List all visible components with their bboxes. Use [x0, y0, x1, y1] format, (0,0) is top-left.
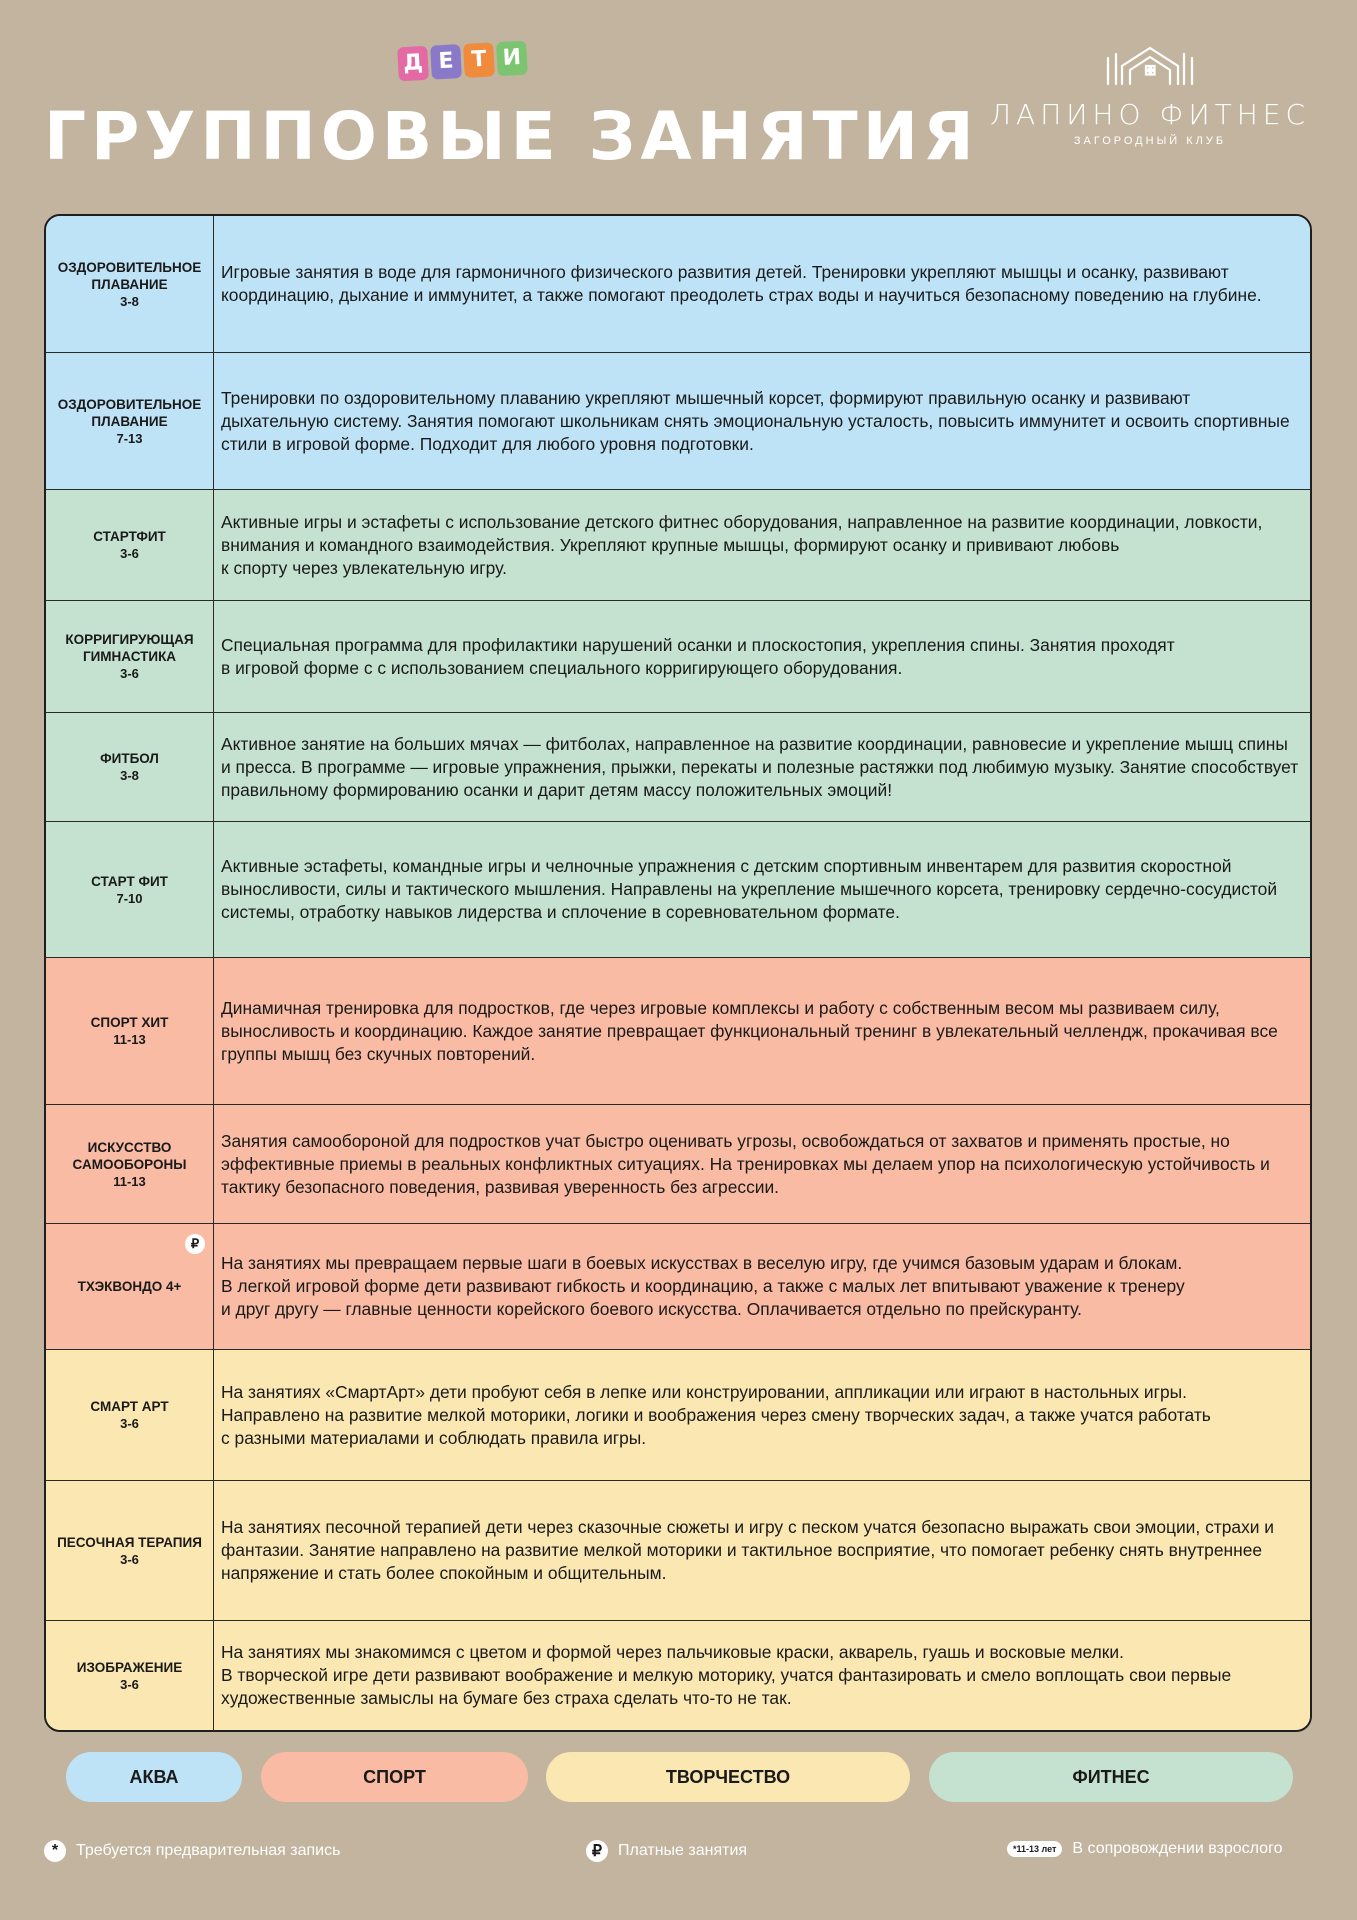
class-description: На занятиях песочной терапией дети через сказочные сюжеты и игру с песком учатся безопасно выражать свои эмоции, страхи и фантазии. Занятие направлено на развитие мелкой моторики и тактильное восприятие, что помогает ребенку снять внутреннее напряжение и стать более спокойным и общительным. [221, 1517, 1275, 1583]
brand-name: ЛАПИНО ФИТНЕС [989, 98, 1311, 131]
kids-letter: И [496, 41, 528, 77]
class-age: 3-6 [120, 1676, 139, 1692]
class-age: 3-6 [120, 1416, 139, 1431]
table-row [46, 490, 1310, 601]
legend-sport: СПОРТ [261, 1752, 528, 1802]
class-age: 3-6 [120, 546, 139, 561]
footnote-booking-text: Требуется предварительная запись [76, 1842, 341, 1859]
class-description: На занятиях «СмартАрт» дети пробуют себя в лепке или конструировании, аппликации или играют в настольных игры. Направлено на развитие мелкой моторики, логики и воображения через смену творческих задач, а также учатся работать с разными материалами и соблюдать правила игры. [221, 1381, 1211, 1448]
class-name: ПЕСОЧНАЯ ТЕРАПИЯ [57, 1534, 202, 1550]
age-badge: *11-13 лет [1007, 1841, 1062, 1857]
header [0, 0, 1357, 200]
class-age: 11-13 [113, 1032, 146, 1047]
paid-ruble-icon: ₽ [185, 1234, 205, 1254]
table-row [46, 353, 1310, 490]
class-age: 3-8 [120, 768, 139, 783]
class-name: СТАРТ ФИТ [91, 873, 168, 889]
footnote-booking [44, 1840, 340, 1862]
table-row [46, 1621, 1310, 1730]
table-row [46, 1350, 1310, 1481]
legend-creative: ТВОРЧЕСТВО [546, 1752, 910, 1802]
class-description: На занятиях мы превращаем первые шаги в боевых искусствах в веселую игру, где учимся базовым ударам и блокам. В легкой игровой форме дети развивают гибкость и координацию, а также с малых лет впитывают уважение к тренеру и друг другу — главные ценности корейского боевого искусства. Оплачивается отдельно по прейскуранту. [221, 1253, 1185, 1319]
class-description: Активное занятие на больших мячах — фитболах, направленное на развитие координации, равновесие и укрепление мышц спины и пресса. В программе — игровые упражнения, прыжки, перекаты и полезные растяжки под любимую музыку. Занятие способствует правильному формированию осанки и дарит детям массу положительных эмоций! [221, 733, 1299, 800]
kids-letter: Д [397, 46, 429, 82]
class-description: Тренировки по оздоровительному плаванию укрепляют мышечный корсет, формируют правильную осанку и развивают дыхательную систему. Занятия помогают школьникам снять эмоциональную усталость, повысить иммунитет и освоить спортивные стили в игровой форме. Подходит для любого уровня подготовки. [221, 387, 1290, 454]
class-name: СПОРТ ХИТ [90, 1015, 169, 1030]
footnote-paid [586, 1840, 747, 1862]
ruble-icon: ₽ [586, 1840, 608, 1862]
class-description: Занятия самообороной для подростков учат быстро оценивать угрозы, освобождаться от захватов и применять простые, но эффективные приемы в реальных конфликтных ситуациях. На тренировках мы делаем упор на психологическую устойчивость и тактику безопасного поведения, развивая уверенность без агрессии. [221, 1130, 1270, 1197]
table-row [46, 216, 1310, 353]
class-description: Активные эстафеты, командные игры и челночные упражнения с детским спортивным инвентарем для развития скоростной выносливости, силы и тактического мышления. Направлены на укрепление мышечного корсета, тренировку сердечно-сосудистой системы, отработку навыков лидерства и сплочение в соревновательном формате. [221, 856, 1278, 922]
class-age: 3-6 [120, 1551, 139, 1567]
brand-block [980, 44, 1320, 147]
class-name: СМАРТ АРТ [90, 1399, 169, 1414]
table-row [46, 1481, 1310, 1621]
class-name-cell [46, 822, 214, 957]
classes-table [44, 214, 1312, 1732]
class-age: 7-13 [116, 430, 143, 446]
class-name-cell [46, 713, 214, 821]
class-age: 11-13 [113, 1173, 146, 1189]
footnote-escort-text: В сопровождении взрослого [1072, 1840, 1283, 1857]
table-row [46, 1224, 1310, 1350]
legend-aqua: АКВА [66, 1752, 242, 1802]
class-description: Динамичная тренировка для подростков, где через игровые комплексы и работу с собственным весом мы развиваем силу, выносливость и координацию. Каждое занятие превращает функциональный тренинг в увлекательный челлендж, прокачивая все группы мышц без скучных повторений. [221, 997, 1278, 1064]
table-row [46, 958, 1310, 1105]
asterisk-icon: * [44, 1840, 66, 1862]
class-description: Специальная программа для профилактики нарушений осанки и плоскостопия, укрепления спины. Занятия проходят в игровой форме с с использованием специального корригирующего оборудования. [221, 634, 1175, 678]
class-age: 7-10 [116, 890, 143, 906]
class-name-cell [46, 353, 214, 489]
kids-badge [397, 41, 528, 82]
class-name-cell [46, 1481, 214, 1620]
class-name: СТАРТФИТ [93, 529, 166, 544]
table-row [46, 822, 1310, 958]
class-name: ТХЭКВОНДО 4+ [77, 1279, 182, 1294]
class-name: ИЗОБРАЖЕНИЕ [76, 1659, 183, 1675]
house-logo-icon [1102, 44, 1198, 90]
class-name: ОЗДОРОВИТЕЛЬНОЕ ПЛАВАНИЕ [57, 396, 202, 429]
class-name-cell [46, 601, 214, 712]
kids-letter: Т [463, 42, 495, 78]
page-title: ГРУППОВЫЕ ЗАНЯТИЯ [44, 98, 979, 175]
table-row [46, 601, 1310, 713]
footnote-paid-text: Платные занятия [618, 1842, 748, 1859]
class-description: На занятиях мы знакомимся с цветом и формой через пальчиковые краски, акварель, гуашь и восковые мелки. В творческой игре дети развивают воображение и мелкую моторику, учатся фантазировать и смело воплощать свои первые художественные замыслы на бумаге без страха сделать что-то не так. [221, 1642, 1232, 1708]
class-name-cell [46, 1350, 214, 1480]
class-name-cell [46, 1621, 214, 1730]
legend-fitness: ФИТНЕС [929, 1752, 1293, 1802]
table-row [46, 1105, 1310, 1224]
class-name-cell [46, 1224, 214, 1349]
class-age: 3-8 [120, 293, 139, 309]
brand-subtitle: ЗАГОРОДНЫЙ КЛУБ [1073, 135, 1227, 147]
class-name-cell [46, 958, 214, 1104]
footnote-escort [1007, 1840, 1282, 1858]
kids-letter: Е [430, 44, 462, 80]
class-name: ИСКУССТВО САМООБОРОНЫ [72, 1139, 187, 1172]
class-name: КОРРИГИРУЮЩАЯ ГИМНАСТИКА [65, 632, 194, 664]
class-age: 3-6 [120, 666, 139, 681]
class-name-cell [46, 1105, 214, 1223]
class-name-cell [46, 490, 214, 600]
class-name: ОЗДОРОВИТЕЛЬНОЕ ПЛАВАНИЕ [57, 259, 202, 292]
class-name-cell [46, 216, 214, 352]
class-description: Активные игры и эстафеты с использование детского фитнес оборудования, направленное на развитие координации, ловкости, внимания и командного взаимодействия. Укрепляют крупные мышцы, формируют осанку и прививают любовь к спорту через увлекательную игру. [221, 511, 1263, 578]
class-description: Игровые занятия в воде для гармоничного физического развития детей. Тренировки укрепляют мышцы и осанку, развивают координацию, дыхание и иммунитет, а также помогают преодолеть страх воды и научиться безопасному поведению на глубине. [221, 262, 1262, 305]
class-name: ФИТБОЛ [100, 751, 159, 766]
table-row [46, 713, 1310, 822]
